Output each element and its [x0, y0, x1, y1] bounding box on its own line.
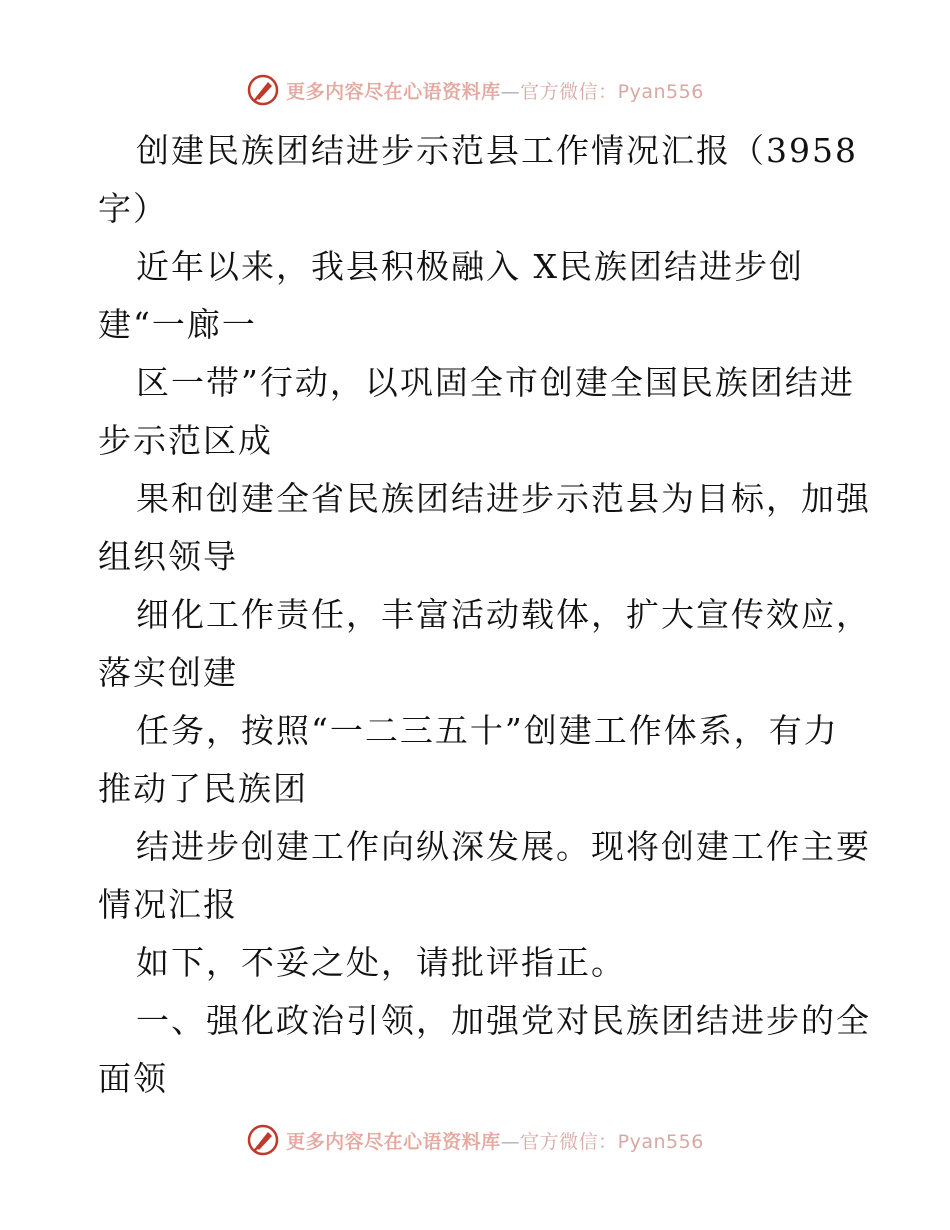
banner-text: 更多内容尽在心语资料库	[286, 80, 501, 103]
paragraph-line: 任务，按照“一二三五十”创建工作体系，有力	[136, 711, 839, 750]
title-line-2: 字）	[98, 189, 168, 228]
pen-nib-logo-icon	[246, 1123, 280, 1157]
banner-wechat: 官方微信：Pyan556	[520, 1130, 704, 1153]
paragraph-line: 近年以来，我县积极融入 X民族团结进步创	[136, 247, 804, 286]
banner-wechat: 官方微信：Pyan556	[520, 80, 704, 103]
paragraph-line: 情况汇报	[98, 885, 238, 924]
paragraph-line: 建“一廊一	[98, 305, 257, 344]
paragraph-line: 细化工作责任，丰富活动载体，扩大宣传效应，	[136, 595, 871, 634]
header-banner	[0, 70, 950, 110]
banner-separator: —	[500, 80, 521, 103]
footer-banner	[0, 1120, 950, 1160]
paragraph-line: 推动了民族团	[98, 769, 308, 808]
pen-nib-logo-icon	[246, 73, 280, 107]
paragraph-line: 区一带”行动，以巩固全市创建全国民族团结进	[136, 363, 855, 402]
title-line-1: 创建民族团结进步示范县工作情况汇报（3958	[136, 131, 858, 170]
section-heading-line: 面领	[98, 1059, 168, 1098]
banner-text: 更多内容尽在心语资料库	[286, 1130, 501, 1153]
document-body	[98, 122, 871, 1108]
paragraph-line: 组织领导	[98, 537, 238, 576]
paragraph-line: 果和创建全省民族团结进步示范县为目标，加强	[136, 479, 871, 518]
section-heading-line: 一、强化政治引领，加强党对民族团结进步的全	[136, 1001, 871, 1040]
paragraph-line: 步示范区成	[98, 421, 273, 460]
paragraph-line: 落实创建	[98, 653, 238, 692]
paragraph-line: 如下，不妥之处，请批评指正。	[136, 943, 626, 982]
banner-separator: —	[500, 1130, 521, 1153]
paragraph-line: 结进步创建工作向纵深发展。现将创建工作主要	[136, 827, 871, 866]
